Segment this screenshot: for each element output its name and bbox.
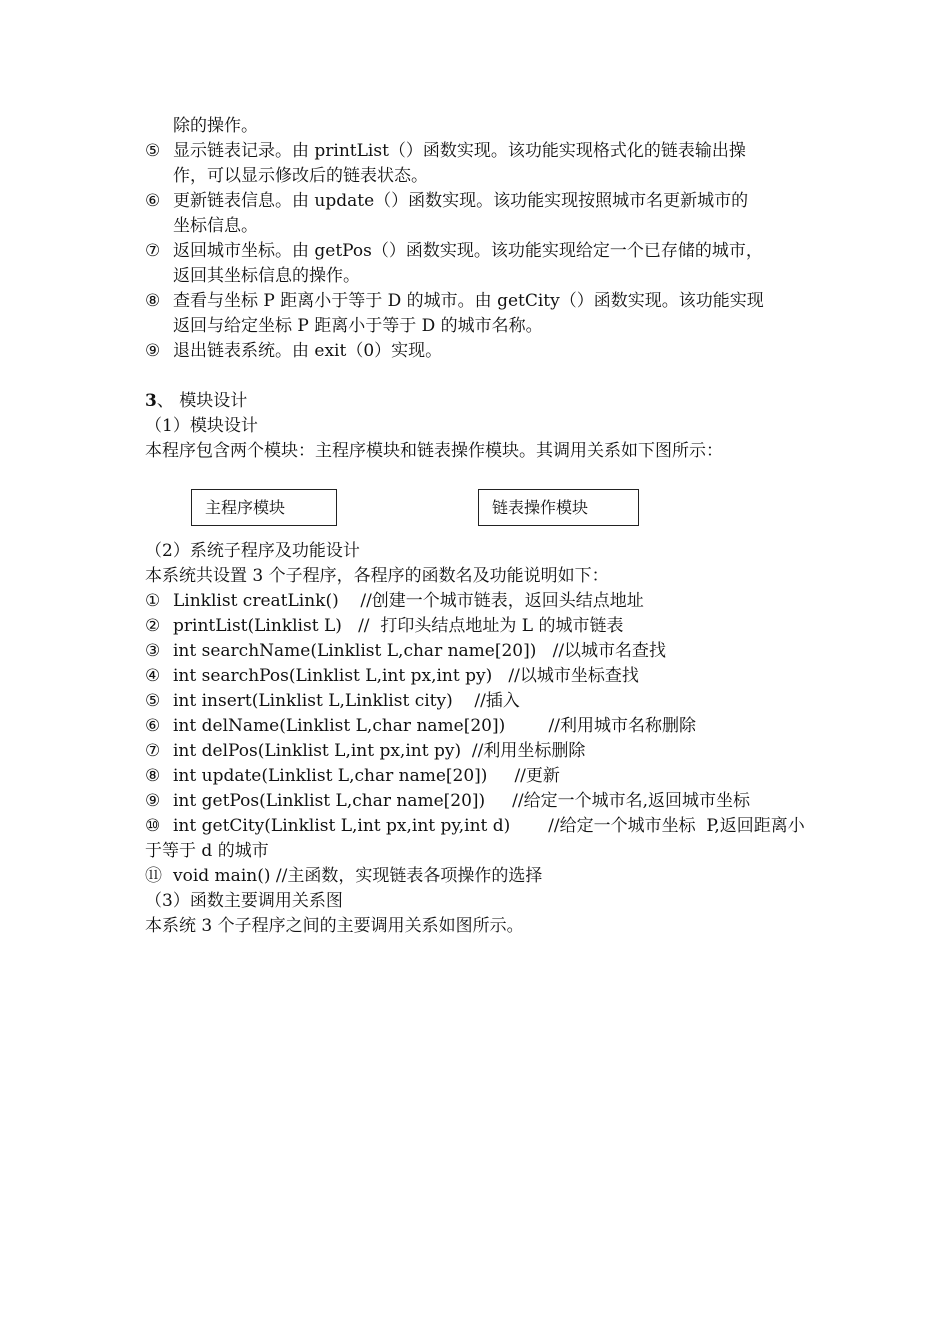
item-text: int update(Linklist L,char name[20]) //更新 — [173, 766, 560, 786]
item-number: ⑥ — [145, 191, 161, 211]
item-text: int getPos(Linklist L,char name[20]) //给定一个城市名,返回城市坐标 — [173, 791, 751, 811]
subsection-1-heading: （1）模块设计 — [145, 416, 258, 436]
item-number: ⑧ — [145, 291, 161, 311]
function-item-4 — [145, 664, 815, 689]
item-number: ③ — [145, 641, 161, 661]
feature-item-7-cont: 返回其坐标信息的操作。 — [173, 266, 360, 286]
function-item-5 — [145, 689, 815, 714]
item-number: ⑤ — [145, 141, 161, 161]
function-item-7 — [145, 739, 815, 764]
item-text: int getCity(Linklist L,int px,int py,int d) //给定一个城市坐标 P,返回距离小 — [173, 816, 805, 836]
feature-item-8 — [145, 289, 815, 314]
item-text: int delName(Linklist L,char name[20]) //利用城市名称删除 — [173, 716, 696, 736]
item-number: ⑨ — [145, 341, 161, 361]
item-number: ⑧ — [145, 766, 161, 786]
feature-delete-continuation: 除的操作。 — [173, 116, 258, 136]
item-text: 退出链表系统。由 exit（0）实现。 — [173, 341, 443, 361]
item-text: int insert(Linklist L,Linklist city) //插入 — [173, 691, 520, 711]
function-item-8 — [145, 764, 815, 789]
function-item-11 — [145, 864, 815, 889]
item-number: ⑨ — [145, 791, 161, 811]
item-text: int searchName(Linklist L,char name[20]) //以城市名查找 — [173, 641, 667, 661]
call-relation-paragraph: 本系统 3 个子程序之间的主要调用关系如图所示。 — [145, 916, 524, 936]
item-text: int delPos(Linklist L,int px,int py) //利用坐标删除 — [173, 741, 586, 761]
function-item-1 — [145, 589, 815, 614]
feature-item-9 — [145, 339, 815, 364]
function-item-9 — [145, 789, 815, 814]
section-number: 3 — [145, 391, 157, 411]
item-text: int searchPos(Linklist L,int px,int py) //以城市坐标查找 — [173, 666, 639, 686]
item-text: 更新链表信息。由 update（）函数实现。该功能实现按照城市名更新城市的 — [173, 191, 749, 211]
item-text: void main() //主函数，实现链表各项操作的选择 — [173, 866, 543, 886]
item-number: ⑦ — [145, 241, 161, 261]
subsection-2-heading: （2）系统子程序及功能设计 — [145, 541, 360, 561]
feature-item-5 — [145, 139, 815, 164]
item-number: ⑩ — [145, 816, 161, 836]
item-text: 返回城市坐标。由 getPos（）函数实现。该功能实现给定一个已存储的城市， — [173, 241, 763, 261]
item-text: printList(Linklist L) // 打印头结点地址为 L 的城市链表 — [173, 616, 624, 636]
item-text: Linklist creatLink() //创建一个城市链表，返回头结点地址 — [173, 591, 644, 611]
function-item-6 — [145, 714, 815, 739]
subsection-3-heading: （3）函数主要调用关系图 — [145, 891, 343, 911]
feature-item-6 — [145, 189, 815, 214]
item-number: ⑤ — [145, 691, 161, 711]
feature-item-5-cont: 作，可以显示修改后的链表状态。 — [173, 166, 428, 186]
item-text: 显示链表记录。由 printList（）函数实现。该功能实现格式化的链表输出操 — [173, 141, 746, 161]
main-module-box: 主程序模块 — [191, 489, 337, 526]
linklist-module-box: 链表操作模块 — [478, 489, 639, 526]
item-text: 查看与坐标 P 距离小于等于 D 的城市。由 getCity（）函数实现。该功能实现 — [173, 291, 764, 311]
feature-item-6-cont: 坐标信息。 — [173, 216, 258, 236]
function-item-10-cont: 于等于 d 的城市 — [145, 841, 269, 861]
section-3-heading — [145, 389, 815, 414]
item-number: ① — [145, 591, 161, 611]
item-number: ② — [145, 616, 161, 636]
modules-paragraph: 本程序包含两个模块：主程序模块和链表操作模块。其调用关系如下图所示： — [145, 441, 723, 461]
function-item-3 — [145, 639, 815, 664]
feature-item-7 — [145, 239, 815, 264]
function-item-2 — [145, 614, 815, 639]
item-number: ⑪ — [145, 866, 162, 886]
function-item-10 — [145, 814, 815, 839]
item-number: ⑥ — [145, 716, 161, 736]
item-number: ⑦ — [145, 741, 161, 761]
subprograms-paragraph: 本系统共设置 3 个子程序，各程序的函数名及功能说明如下： — [145, 566, 609, 586]
item-number: ④ — [145, 666, 161, 686]
feature-item-8-cont: 返回与给定坐标 P 距离小于等于 D 的城市名称。 — [173, 316, 543, 336]
section-title: 、 模块设计 — [156, 391, 248, 411]
